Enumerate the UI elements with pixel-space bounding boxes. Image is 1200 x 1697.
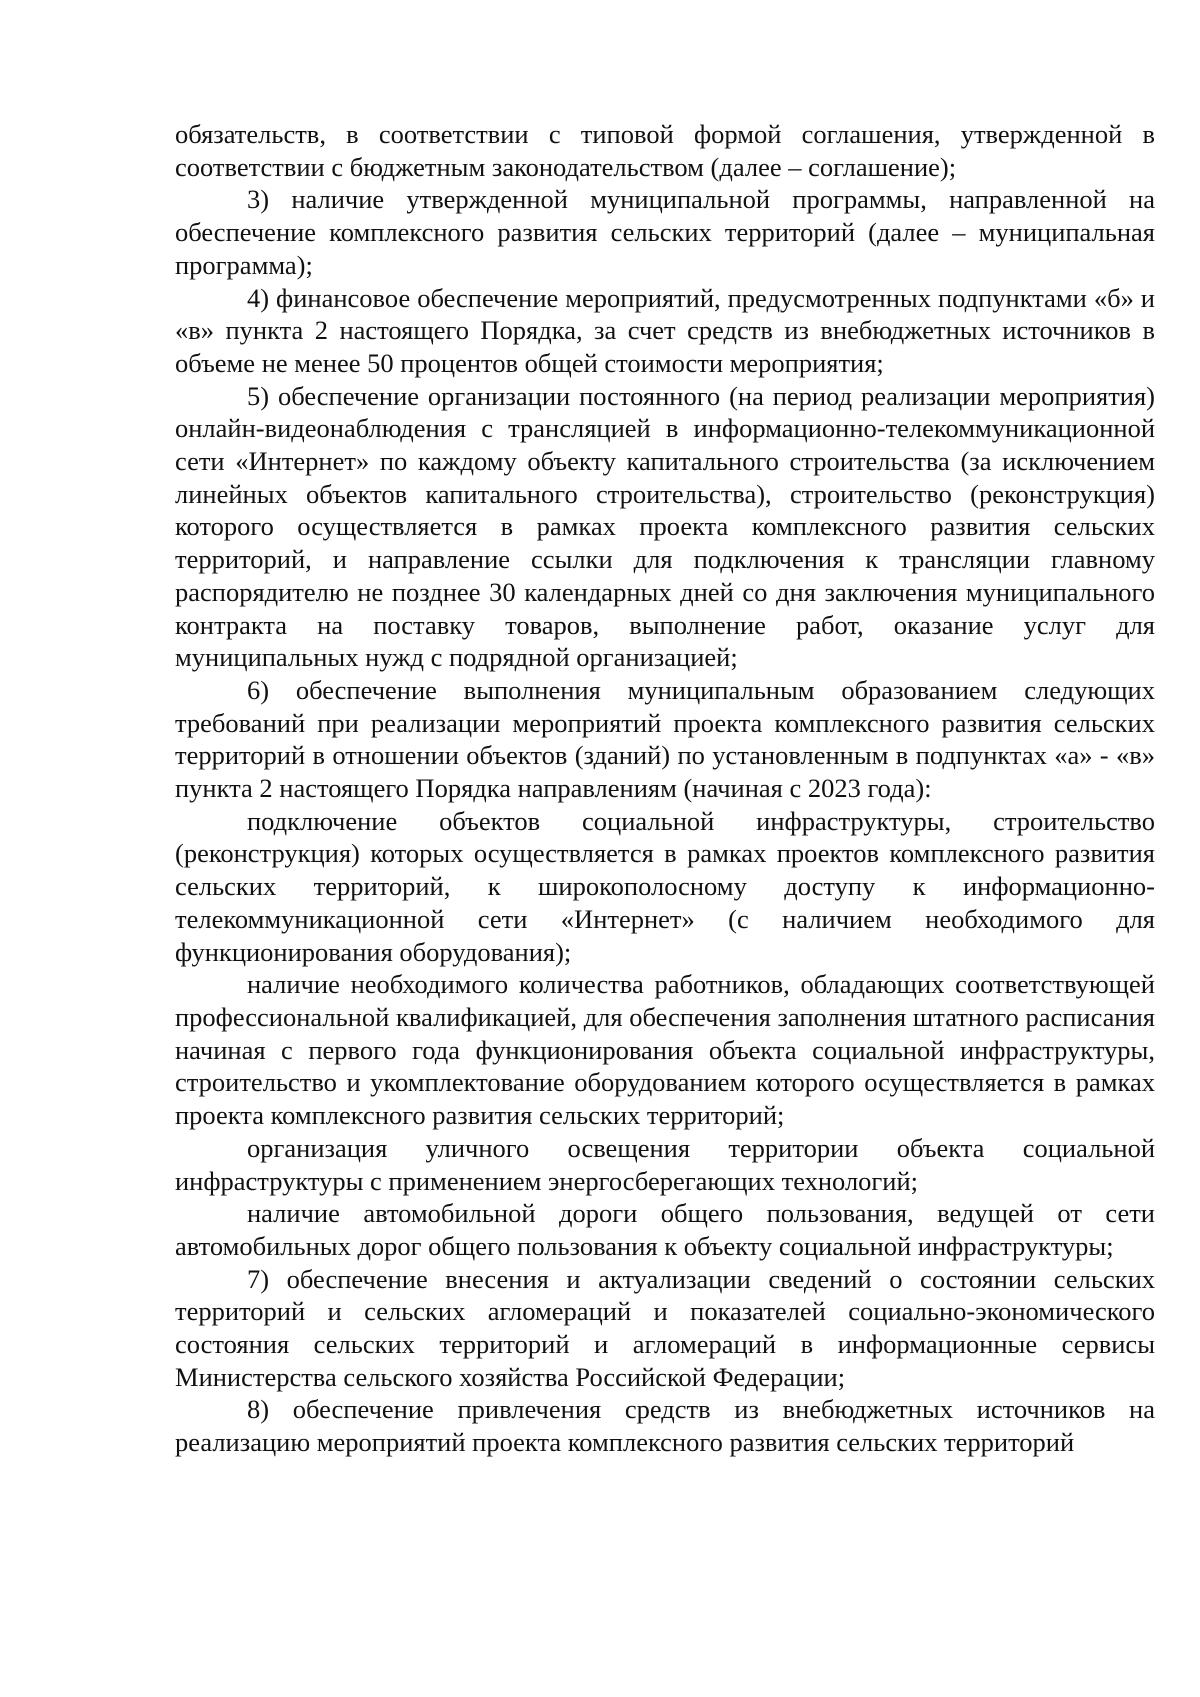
- paragraph-item-5: 5) обеспечение организации постоянного (на период реализации мероприятия) онлайн-видеонаблюдения с трансляцией в информационно-телекоммуникационной сети «Интернет» по каждому объекту капитального строительства (за исключением линейных объектов капитального строительства), строительство (реконструкция) которого осуществляется в рамках проекта комплексного развития сельских территорий, и направление ссылки для подключения к трансляции главному распорядителю не позднее 30 календарных дней со дня заключения муниципального контракта на поставку товаров, выполнение работ, оказание услуг для муниципальных нужд с подрядной организацией;: [175, 380, 1155, 673]
- paragraph-item-3: 3) наличие утвержденной муниципальной программы, направленной на обеспечение комплексного развития сельских территорий (далее – муниципальная программа);: [175, 184, 1155, 280]
- paragraph-requirement-internet: подключение объектов социальной инфраструктуры, строительство (реконструкция) которых осуществляется в рамках проектов комплексного развития сельских территорий, к широкополосному доступу к информационно-телекоммуникационной сети «Интернет» (с наличием необходимого для функционирования оборудования);: [175, 805, 1155, 967]
- paragraph-requirement-road: наличие автомобильной дороги общего пользования, ведущей от сети автомобильных дорог общего пользования к объекту социальной инфраструктуры;: [175, 1198, 1155, 1261]
- paragraph-item-4: 4) финансовое обеспечение мероприятий, предусмотренных подпунктами «б» и «в» пункта 2 настоящего Порядка, за счет средств из внебюджетных источников в объеме не менее 50 процентов общей стоимости мероприятия;: [175, 282, 1155, 378]
- document-body: [175, 118, 1155, 1459]
- paragraph-obligations-continuation: обязательств, в соответствии с типовой формой соглашения, утвержденной в соответствии с бюджетным законодательством (далее – соглашение);: [175, 119, 1155, 182]
- paragraph-requirement-lighting: организация уличного освещения территории объекта социальной инфраструктуры с применением энергосберегающих технологий;: [175, 1132, 1155, 1196]
- paragraph-item-8: 8) обеспечение привлечения средств из внебюджетных источников на реализацию мероприятий проекта комплексного развития сельских территорий: [175, 1394, 1155, 1458]
- paragraph-requirement-staff: наличие необходимого количества работников, обладающих соответствующей профессиональной квалификацией, для обеспечения заполнения штатного расписания начиная с первого года функционирования объекта социальной инфраструктуры, строительство и укомплектование оборудованием которого осуществляется в рамках проекта комплексного развития сельских территорий;: [175, 969, 1155, 1131]
- paragraph-item-7: 7) обеспечение внесения и актуализации сведений о состоянии сельских территорий и сельских агломераций и показателей социально-экономического состояния сельских территорий и агломераций в информационные сервисы Министерства сельского хозяйства Российской Федерации;: [175, 1263, 1155, 1392]
- paragraph-item-6: 6) обеспечение выполнения муниципальным образованием следующих требований при реализации мероприятий проекта комплексного развития сельских территорий в отношении объектов (зданий) по установленным в подпунктах «а» - «в» пункта 2 настоящего Порядка направлениям (начиная с 2023 года):: [175, 674, 1155, 804]
